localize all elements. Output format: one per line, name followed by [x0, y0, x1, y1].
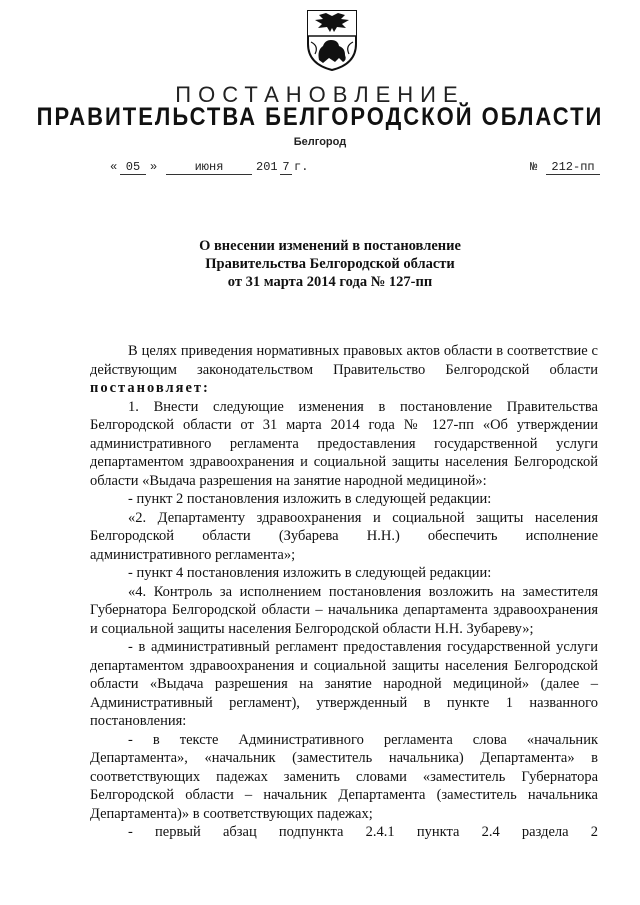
paragraph-preamble: [90, 342, 598, 398]
paragraph-item-1: 1. Внести следующие изменения в постановление Правительства Белгородской области от 31 марта 2014 года № 127-пп «Об утверждении административного регламента предоставления государственной услуги департаментом здравоохранения и социальной защиты населения Белгородской области «Выдача разрешения на занятие народной медициной»:: [90, 398, 598, 489]
document-type-heading: ПОСТАНОВЛЕНИЕ: [175, 82, 465, 107]
document-title: [90, 237, 570, 291]
date-close-quote: »: [150, 160, 158, 174]
city-label: Белгород: [293, 136, 347, 148]
date-number-row: [110, 160, 595, 180]
paragraph-point-4-text: «4. Контроль за исполнением постановления возложить на заместителя Губернатора Белгородской области – начальника департамента здравоохранения и социальной защиты населения Белгородской области Н.Н. Зубареву»;: [90, 583, 598, 637]
date-month: июня: [166, 160, 252, 175]
date-open-quote: «: [110, 160, 118, 174]
resolves-keyword: постановляет:: [90, 380, 210, 396]
date-year-prefix: 201: [256, 160, 278, 174]
paragraph-regulation-changes: - в административный регламент предоставления государственной услуги департаментом здравоохранения и социальной защиты населения Белгородской области «Выдача разрешения на занятие народной медициной» (далее – Административный регламент), утвержденный в пункте 1 названного постановления:: [90, 639, 598, 729]
paragraph-item-1-point-4: - пункт 4 постановления изложить в следующей редакции:: [128, 565, 492, 581]
title-line-3: от 31 марта 2014 года № 127-пп: [227, 274, 433, 290]
title-line-2: Правительства Белгородской области: [205, 256, 455, 272]
date-day: 05: [120, 160, 146, 175]
document-number-label: №: [530, 160, 538, 174]
preamble-text: В целях приведения нормативных правовых актов области в соответствие с действующим законодательством Правительство Белгородской области: [90, 343, 598, 378]
issuing-authority-heading: ПРАВИТЕЛЬСТВА БЕЛГОРОДСКОЙ ОБЛАСТИ: [36, 102, 604, 131]
title-line-1: О внесении изменений в постановление: [199, 238, 461, 254]
paragraph-point-2-text: «2. Департаменту здравоохранения и социальной защиты населения Белгородской области (Зубарева Н.Н.) обеспечить исполнение административного регламента»;: [90, 509, 598, 563]
paragraph-item-1-point-2: - пункт 2 постановления изложить в следующей редакции:: [128, 491, 492, 507]
date-year-end: г.: [294, 160, 309, 174]
date-year-suffix: 7: [280, 160, 292, 175]
paragraph-wording-replacement: - в тексте Административного регламента слова «начальник Департамента», «начальник (заместитель начальника) Департамента» в соответствующих падежах заменить словами «заместитель Губернатора Белгородской области – начальник Департамента (заместитель начальника Департамента)» в соответствующих падежах;: [90, 731, 598, 822]
document-number-value: 212-пп: [546, 160, 600, 175]
document-body: [90, 342, 598, 842]
coat-of-arms-icon: [305, 8, 359, 72]
paragraph-subpoint: - первый абзац подпункта 2.4.1 пункта 2.4 раздела 2: [128, 824, 598, 840]
